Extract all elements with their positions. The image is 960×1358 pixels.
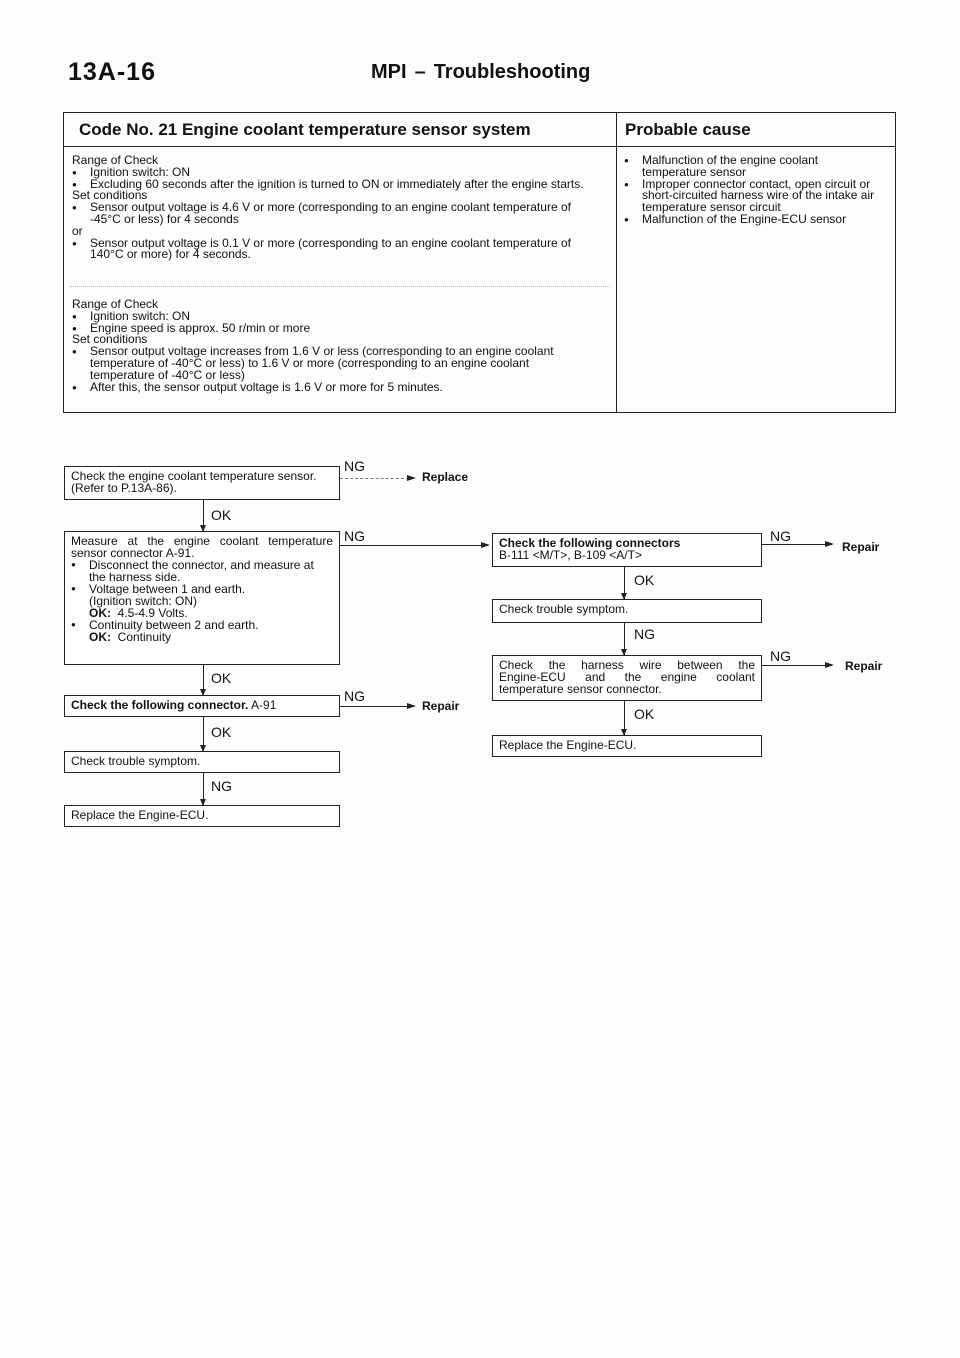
cause-item: ● Improper connector contact, open circuit or [620, 179, 874, 191]
set-conditions-label: Set conditions [72, 332, 148, 347]
ng-arrow [340, 478, 414, 479]
list-item: ● Engine speed is approx. 50 r/min or more [72, 323, 554, 335]
replace-action: Replace [422, 470, 469, 484]
list-item: ● Sensor output voltage is 0.1 V or more (corresponding to an engine coolant temperature of [72, 238, 584, 250]
ok-label: OK [634, 706, 655, 722]
step-text: sensor connector A-91. [71, 546, 195, 560]
cause-item-cont: temperature sensor circuit [642, 200, 781, 215]
title-suffix: Troubleshooting [433, 61, 591, 83]
step-replace-ecu-box [64, 805, 340, 827]
step-trouble-symptom-box-2 [492, 599, 762, 623]
step-check-connectors-box [492, 533, 762, 567]
list-item-cont: 140°C or more) for 4 seconds. [90, 247, 251, 262]
ok-criteria: OK: Continuity [89, 630, 172, 644]
ok-criteria: OK: 4.5-4.9 Volts. [89, 606, 188, 620]
step-text: Check the following connectors [499, 536, 681, 550]
set-conditions-label: Set conditions [72, 188, 148, 203]
list-item: ● Sensor output voltage is 4.6 V or more (corresponding to an engine coolant temperature of [72, 202, 584, 214]
or-label: or [72, 223, 83, 238]
title-separator: – [414, 61, 426, 83]
step-text: B-111 <M/T>, B-109 <A/T> [499, 548, 642, 562]
ng-label: NG [770, 648, 791, 664]
ng-label: NG [211, 778, 232, 794]
cause-item-cont: temperature sensor [642, 164, 747, 179]
step-check-sensor-box [64, 466, 340, 500]
repair-action: Repair [845, 659, 883, 673]
ng-arrow [340, 545, 488, 546]
ok-label: OK [211, 724, 232, 740]
step-text: Check the engine coolant temperature sensor. [71, 469, 317, 483]
ng-arrow [203, 773, 204, 805]
step-check-connector-box [64, 695, 340, 717]
ng-label: NG [344, 458, 365, 474]
cause-item: ● Malfunction of the Engine-ECU sensor [620, 214, 874, 226]
step-text: (Refer to P.13A-86). [71, 481, 177, 495]
ng-arrow [762, 544, 832, 545]
list-item: ● Voltage between 1 and earth. [71, 583, 333, 595]
list-item: ● Disconnect the connector, and measure at [71, 559, 333, 571]
list-item-cont: (Ignition switch: ON) [89, 594, 198, 608]
title-prefix: MPI [371, 61, 407, 83]
ok-arrow [203, 500, 204, 531]
step-text: Check the following connector. A-91 [71, 698, 277, 712]
step-text: Engine-ECU and the engine coolant [499, 670, 755, 684]
list-item: ● Ignition switch: ON [72, 167, 584, 179]
cause-item-cont: short-circuited harness wire of the intake air [642, 188, 875, 203]
ng-label: NG [770, 528, 791, 544]
cause-item: ● Malfunction of the engine coolant [620, 155, 874, 167]
range-of-check-label: Range of Check [72, 297, 159, 311]
step-text: Measure at the engine coolant temperature [71, 534, 333, 548]
list-item: ● After this, the sensor output voltage is 1.6 V or more for 5 minutes. [72, 382, 554, 394]
range-of-check-label: Range of Check [72, 153, 159, 167]
section-divider [70, 286, 610, 287]
list-item-cont: -45°C or less) for 4 seconds [90, 211, 239, 226]
ok-label: OK [211, 670, 232, 686]
repair-action: Repair [422, 699, 460, 713]
step-text: Check trouble symptom. [499, 602, 629, 616]
ng-label: NG [344, 528, 365, 544]
ng-label: NG [344, 688, 365, 704]
ok-arrow [203, 717, 204, 751]
code-header: Code No. 21 Engine coolant temperature sensor system [79, 120, 531, 139]
step-check-harness-box [492, 655, 762, 701]
step-text: Replace the Engine-ECU. [71, 808, 209, 822]
step-text: Replace the Engine-ECU. [499, 738, 637, 752]
probable-causes [620, 155, 874, 226]
probable-cause-header: Probable cause [625, 120, 751, 139]
check-conditions-1 [72, 155, 584, 261]
list-item-cont: the harness side. [89, 570, 181, 584]
ok-arrow [624, 701, 625, 735]
list-item-cont: temperature of -40°C or less) to 1.6 V or more (corresponding to an engine coolant [90, 355, 530, 370]
ng-arrow [624, 623, 625, 655]
ok-arrow [624, 567, 625, 599]
list-item: ● Excluding 60 seconds after the ignition is turned to ON or immediately after the engine starts. [72, 179, 584, 191]
page-number: 13A-16 [68, 58, 156, 86]
list-item-cont: temperature of -40°C or less) [90, 367, 245, 382]
list-item: ● Sensor output voltage increases from 1.6 V or less (corresponding to an engine coolant [72, 346, 554, 358]
step-text: Check trouble symptom. [71, 754, 201, 768]
code-info-table [63, 112, 896, 413]
ng-label: NG [634, 626, 655, 642]
table-column-divider [616, 113, 617, 412]
repair-action: Repair [842, 540, 880, 554]
check-conditions-2 [72, 299, 554, 393]
ok-label: OK [634, 572, 655, 588]
ok-arrow [203, 665, 204, 695]
page-title [371, 61, 590, 84]
list-item: ● Ignition switch: ON [72, 311, 554, 323]
step-measure-box [64, 531, 340, 665]
step-text: temperature sensor connector. [499, 682, 662, 696]
step-replace-ecu-box-2 [492, 735, 762, 757]
list-item: ● Continuity between 2 and earth. [71, 619, 333, 631]
ng-arrow [762, 665, 832, 666]
ng-arrow [340, 706, 414, 707]
ok-label: OK [211, 507, 232, 523]
step-trouble-symptom-box [64, 751, 340, 773]
step-text: Check the harness wire between the [499, 658, 755, 672]
